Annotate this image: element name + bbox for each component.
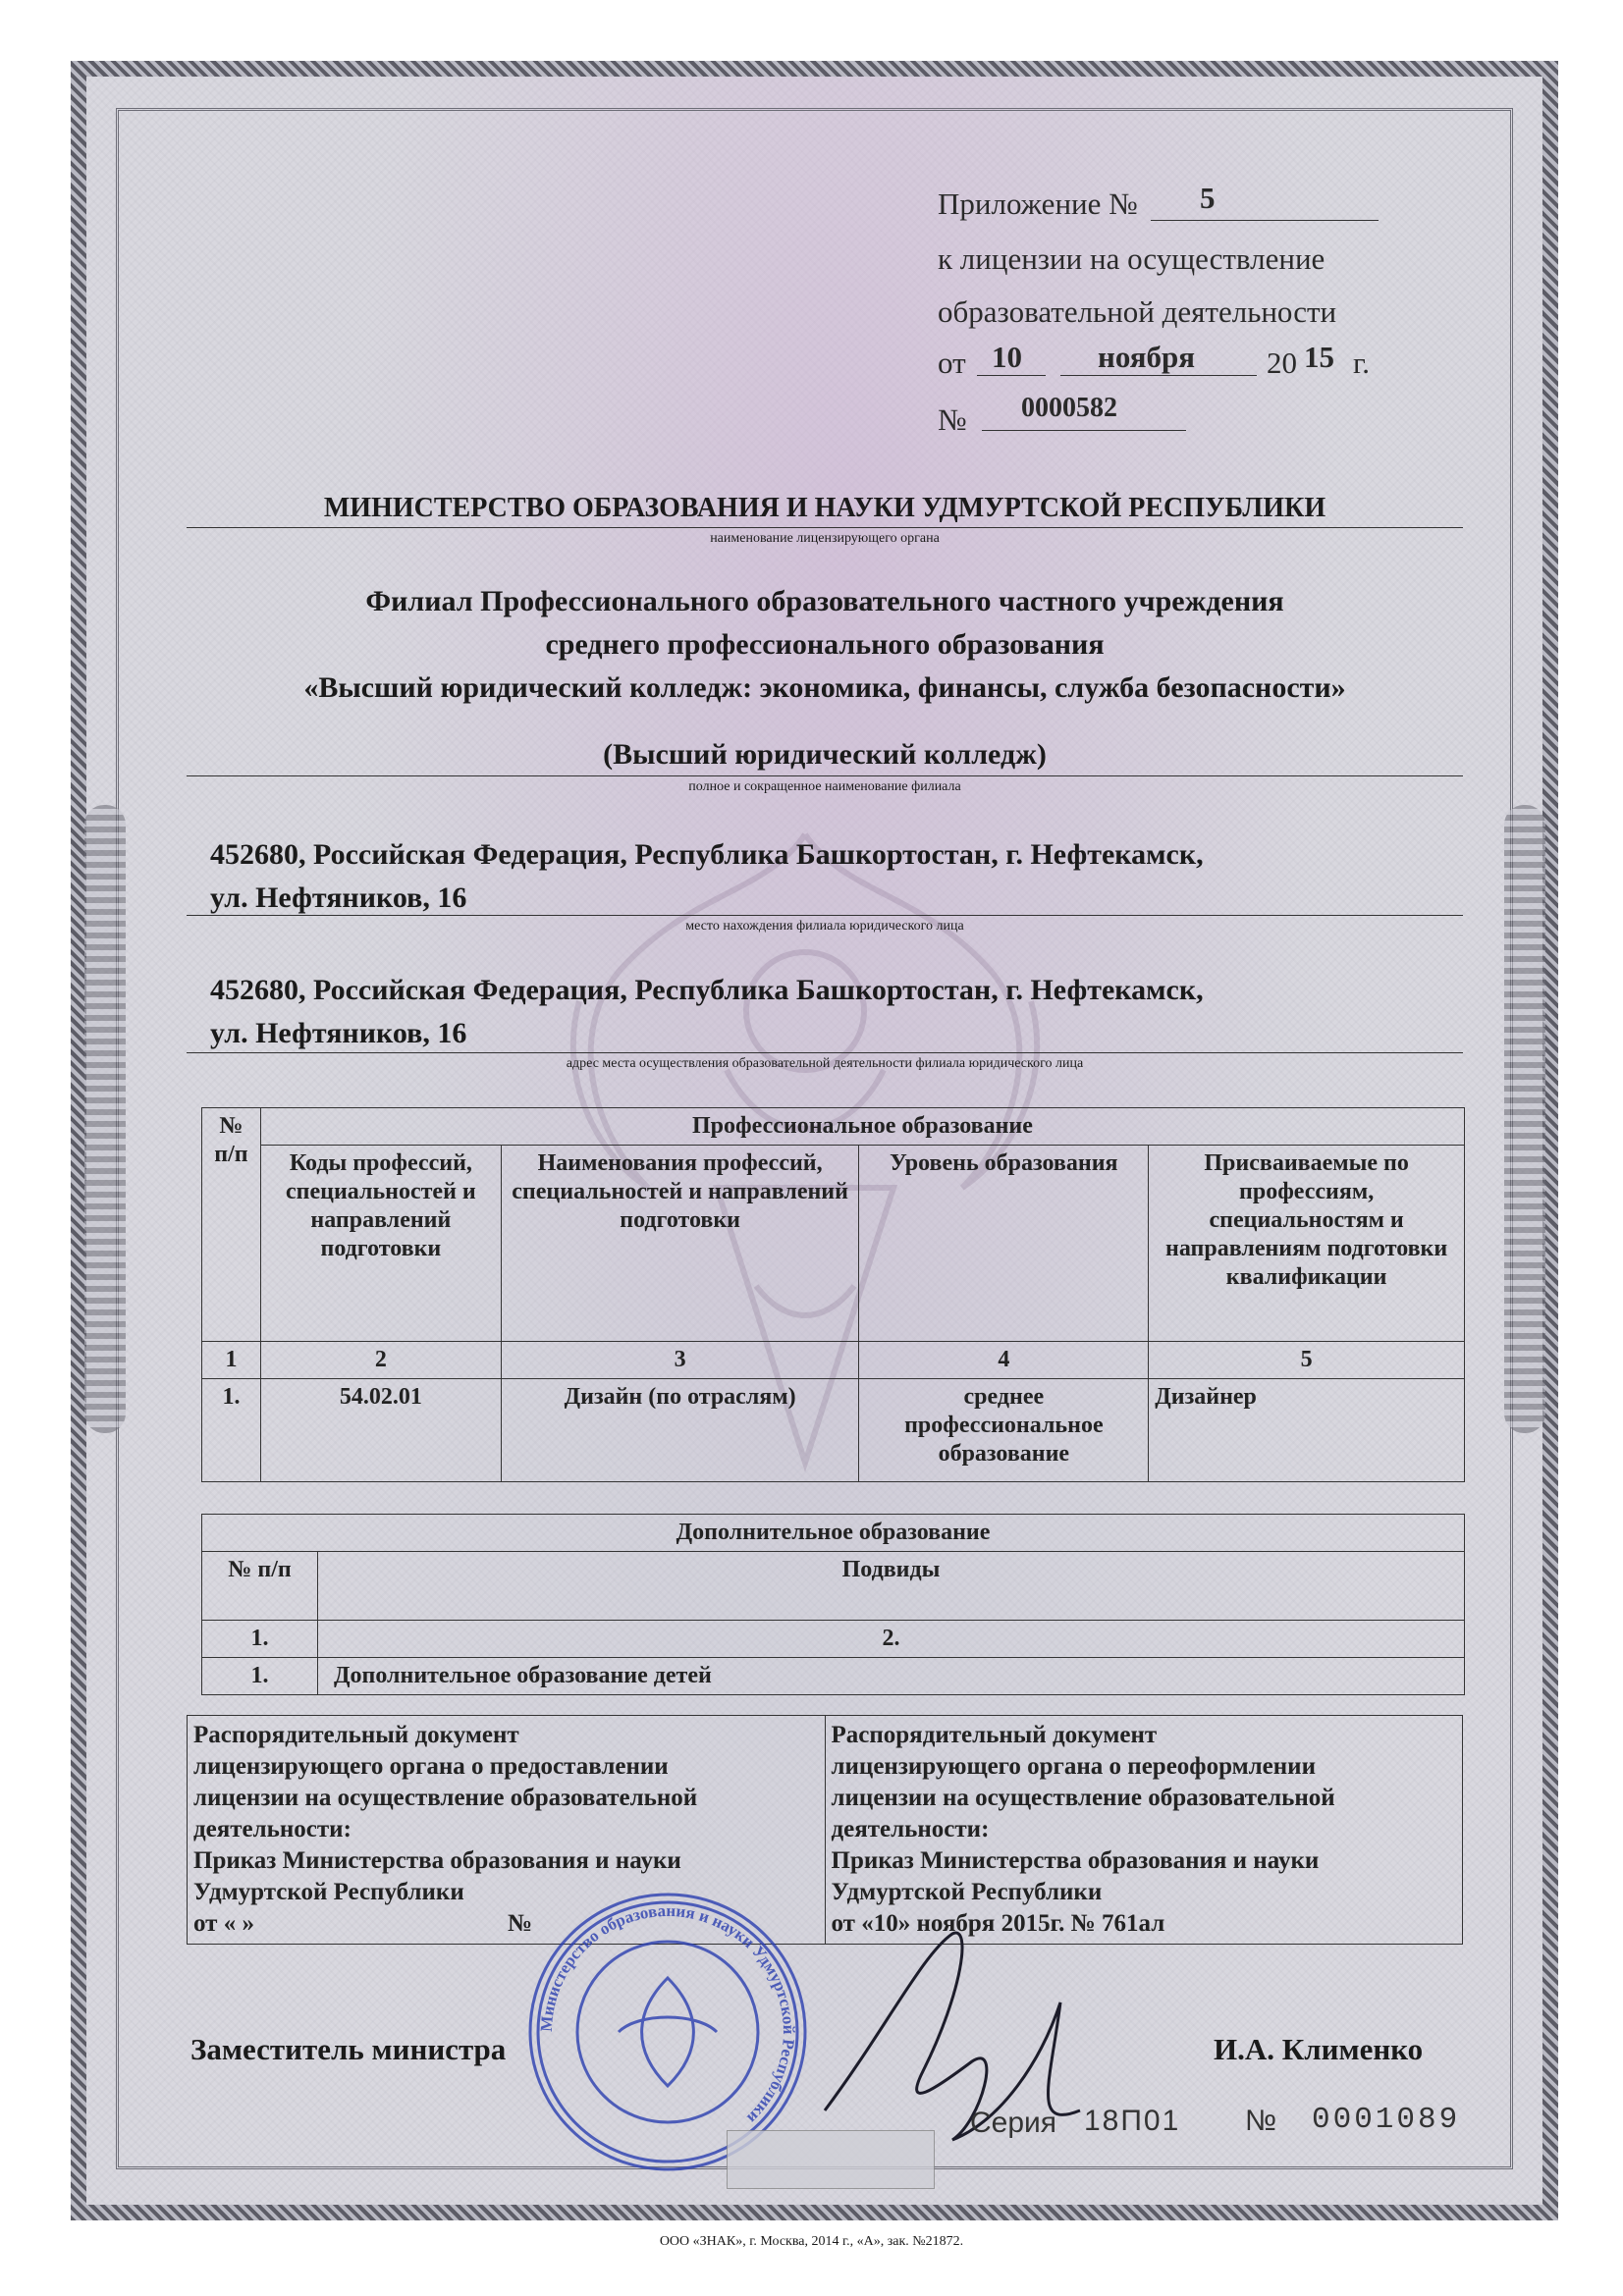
appendix-line2: к лицензии на осуществление	[938, 241, 1325, 276]
appendix-date-prefix: от	[938, 346, 966, 380]
left-doc-number: №	[508, 1910, 533, 1937]
row-level: среднее профессиональное образование	[859, 1379, 1149, 1482]
stamp-text	[537, 1901, 798, 2128]
branch-short: (Высший юридический колледж)	[603, 738, 1047, 771]
add-header-subtypes: Подвиды	[318, 1552, 1465, 1621]
right-ornament	[1504, 805, 1545, 1433]
section-additional: Дополнительное образование	[202, 1515, 1465, 1552]
appendix-number-line	[938, 187, 1138, 222]
right-doc-line: Приказ Министерства образования и науки	[831, 1847, 1320, 1874]
signer-position: Заместитель министра	[190, 2032, 507, 2066]
branch-underline	[187, 775, 1463, 776]
serial-num-label: №	[1245, 2105, 1277, 2137]
location-caption: место нахождения филиала юридического лица	[685, 919, 964, 934]
branch-line3: «Высший юридический колледж: экономика, финансы, служба безопасности»	[303, 671, 1346, 704]
appendix-year-end: г.	[1353, 346, 1370, 380]
documents-table	[187, 1715, 1463, 1945]
right-doc-line: лицензии на осуществление образовательной	[831, 1785, 1335, 1811]
table-row	[202, 1658, 1465, 1695]
left-doc-date: от « »	[193, 1910, 254, 1937]
right-doc-line: лицензирующего органа о переоформлении	[831, 1753, 1316, 1780]
header-names: Наименования профессий, специальностей и направлений подготовки	[501, 1146, 859, 1342]
row-qualification: Дизайнер	[1149, 1379, 1465, 1482]
add-col-number: 2.	[318, 1621, 1465, 1658]
row-name: Дизайн (по отраслям)	[501, 1379, 859, 1482]
license-number: 0000582	[1021, 393, 1117, 423]
holographic-sticker	[727, 2130, 935, 2189]
row-num: 1.	[202, 1379, 261, 1482]
address-caption: адрес места осуществления образовательной деятельности филиала юридического лица	[566, 1056, 1084, 1071]
branch-line1: Филиал Профессионального образовательного частного учреждения	[365, 585, 1284, 617]
month-underline	[1060, 375, 1257, 376]
location-line1: 452680, Российская Федерация, Республика Башкортостан, г. Нефтекамск,	[210, 838, 1204, 871]
col-number: 3	[501, 1342, 859, 1379]
address-line1: 452680, Российская Федерация, Республика Башкортостан, г. Нефтекамск,	[210, 974, 1204, 1006]
reissue-document	[825, 1716, 1463, 1945]
license-number-underline	[982, 430, 1186, 431]
location-underline	[187, 915, 1463, 916]
appendix-number: 5	[1200, 181, 1216, 215]
section-professional: Профессиональное образование	[260, 1108, 1464, 1146]
right-doc-line: деятельности:	[831, 1816, 990, 1842]
left-doc-line: лицензии на осуществление образовательной	[193, 1785, 698, 1811]
stamp-text-path: Министерство образования и науки Удмуртской Республики	[536, 1900, 799, 2128]
address-underline	[187, 1052, 1463, 1053]
add-header-num: № п/п	[202, 1552, 318, 1621]
left-doc-line: Удмуртской Республики	[193, 1879, 464, 1905]
add-row-name: Дополнительное образование детей	[318, 1658, 1465, 1695]
serial-label: Серия	[970, 2107, 1057, 2139]
left-doc-line: деятельности:	[193, 1816, 352, 1842]
additional-education-table	[201, 1514, 1465, 1695]
header-qualification: Присваиваемые по профессиям, специальностям и направлениям подготовки квалификации	[1149, 1146, 1465, 1342]
appendix-underline	[1151, 220, 1379, 221]
authority-underline	[187, 527, 1463, 528]
branch-line2: среднего профессионального образования	[545, 628, 1105, 661]
right-doc-line: Удмуртской Республики	[831, 1879, 1103, 1905]
appendix-month: ноября	[1098, 340, 1196, 374]
header-level: Уровень образования	[859, 1146, 1149, 1342]
header-num: № п/п	[202, 1108, 261, 1342]
left-doc-line: лицензирующего органа о предоставлении	[193, 1753, 669, 1780]
appendix-year: 15	[1304, 340, 1334, 374]
professional-education-table	[201, 1107, 1465, 1482]
col-number: 5	[1149, 1342, 1465, 1379]
printer-info: ООО «ЗНАК», г. Москва, 2014 г., «А», зак. №21872.	[659, 2234, 964, 2249]
authority-caption: наименование лицензирующего органа	[710, 531, 940, 546]
add-col-number: 1.	[202, 1621, 318, 1658]
table-row	[202, 1379, 1465, 1482]
col-number: 4	[859, 1342, 1149, 1379]
col-number: 1	[202, 1342, 261, 1379]
row-code: 54.02.01	[260, 1379, 501, 1482]
appendix-label: Приложение №	[938, 187, 1138, 221]
appendix-num-prefix: №	[938, 402, 967, 437]
right-doc-line: от «10» ноября 2015г. № 761ал	[831, 1910, 1165, 1937]
serial-number: 0001089	[1312, 2103, 1461, 2137]
branch-caption: полное и сокращенное наименование филиала	[688, 779, 961, 794]
col-number: 2	[260, 1342, 501, 1379]
authority-name: МИНИСТЕРСТВО ОБРАЗОВАНИЯ И НАУКИ УДМУРТСКОЙ РЕСПУБЛИКИ	[323, 493, 1326, 523]
serial-series: 18П01	[1084, 2105, 1181, 2137]
signer-name: И.А. Клименко	[1214, 2032, 1424, 2066]
appendix-year-prefix: 20	[1267, 346, 1297, 380]
address-line2: ул. Нефтяников, 16	[210, 1017, 467, 1049]
left-doc-line: Приказ Министерства образования и науки	[193, 1847, 681, 1874]
left-ornament	[84, 805, 126, 1433]
add-row-num: 1.	[202, 1658, 318, 1695]
appendix-line3: образовательной деятельности	[938, 294, 1337, 329]
right-doc-line: Распорядительный документ	[831, 1722, 1158, 1748]
header-codes: Коды профессий, специальностей и направлений подготовки	[260, 1146, 501, 1342]
location-line2: ул. Нефтяников, 16	[210, 881, 467, 914]
appendix-day: 10	[992, 340, 1022, 374]
day-underline	[977, 375, 1046, 376]
left-doc-line: Распорядительный документ	[193, 1722, 519, 1748]
